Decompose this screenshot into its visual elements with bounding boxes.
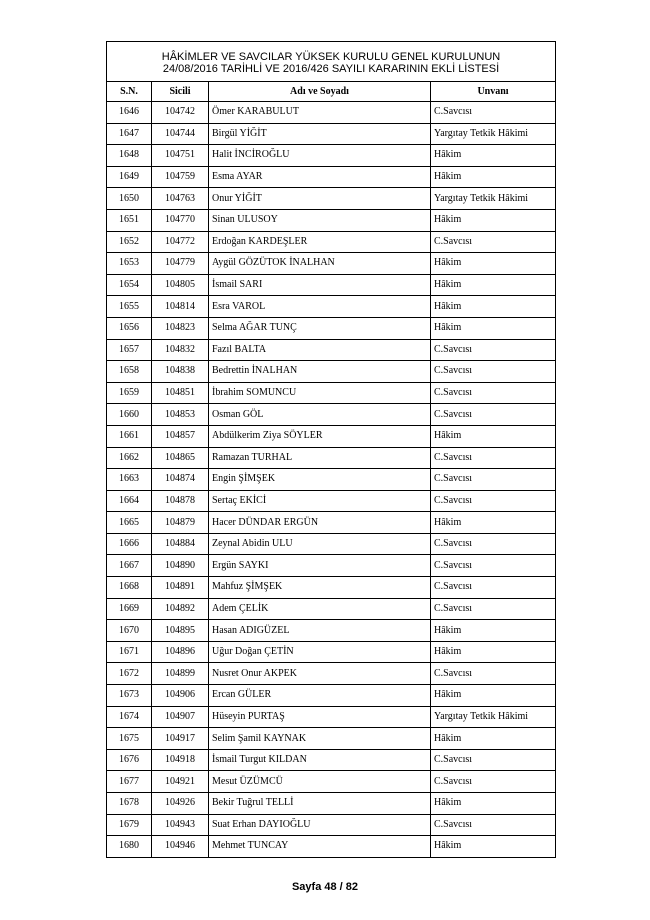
row-sn: 1670: [107, 620, 152, 642]
row-title: C.Savcısı: [431, 555, 556, 577]
row-title: C.Savcısı: [431, 447, 556, 469]
row-sn: 1673: [107, 685, 152, 707]
row-name: Mehmet TUNCAY: [209, 836, 431, 858]
row-title: Yargıtay Tetkik Hâkimi: [431, 188, 556, 210]
row-title: Hâkim: [431, 641, 556, 663]
header-sn: S.N.: [107, 82, 152, 102]
row-sn: 1648: [107, 145, 152, 167]
row-name: Uğur Doğan ÇETİN: [209, 641, 431, 663]
row-sicil: 104759: [152, 166, 209, 188]
header-title: Unvanı: [431, 82, 556, 102]
table-row: [107, 685, 556, 707]
row-name: Osman GÖL: [209, 404, 431, 426]
row-sn: 1668: [107, 577, 152, 599]
row-sicil: 104878: [152, 490, 209, 512]
table-row: [107, 404, 556, 426]
row-sn: 1679: [107, 814, 152, 836]
row-name: Erdoğan KARDEŞLER: [209, 231, 431, 253]
row-name: Ramazan TURHAL: [209, 447, 431, 469]
table-row: [107, 620, 556, 642]
row-name: Suat Erhan DAYIOĞLU: [209, 814, 431, 836]
row-title: C.Savcısı: [431, 533, 556, 555]
personnel-table: [106, 41, 556, 858]
table-row: [107, 209, 556, 231]
table-row: [107, 339, 556, 361]
row-sicil: 104742: [152, 102, 209, 124]
row-title: Hâkim: [431, 166, 556, 188]
row-sn: 1677: [107, 771, 152, 793]
row-sn: 1663: [107, 469, 152, 491]
table-row: [107, 188, 556, 210]
table-row: [107, 577, 556, 599]
row-name: İsmail Turgut KILDAN: [209, 749, 431, 771]
row-sicil: 104865: [152, 447, 209, 469]
row-sn: 1654: [107, 274, 152, 296]
row-sicil: 104770: [152, 209, 209, 231]
row-title: C.Savcısı: [431, 404, 556, 426]
row-sicil: 104832: [152, 339, 209, 361]
row-title: Hâkim: [431, 620, 556, 642]
table-row: [107, 490, 556, 512]
row-sn: 1676: [107, 749, 152, 771]
table-row: [107, 771, 556, 793]
table-body: [107, 102, 556, 858]
row-name: Esra VAROL: [209, 296, 431, 318]
table-row: [107, 706, 556, 728]
row-title: Hâkim: [431, 145, 556, 167]
row-title: Hâkim: [431, 317, 556, 339]
row-title: Hâkim: [431, 425, 556, 447]
row-title: C.Savcısı: [431, 490, 556, 512]
row-sicil: 104946: [152, 836, 209, 858]
row-sicil: 104890: [152, 555, 209, 577]
row-sicil: 104805: [152, 274, 209, 296]
row-name: Ergün SAYKI: [209, 555, 431, 577]
title-row: [107, 42, 556, 82]
row-title: Yargıtay Tetkik Hâkimi: [431, 123, 556, 145]
row-name: Fazıl BALTA: [209, 339, 431, 361]
row-sicil: 104779: [152, 253, 209, 275]
row-title: Hâkim: [431, 836, 556, 858]
header-name: Adı ve Soyadı: [209, 82, 431, 102]
table-row: [107, 533, 556, 555]
row-sicil: 104772: [152, 231, 209, 253]
row-name: Ömer KARABULUT: [209, 102, 431, 124]
row-title: C.Savcısı: [431, 382, 556, 404]
row-sn: 1653: [107, 253, 152, 275]
row-title: C.Savcısı: [431, 663, 556, 685]
title-line-2: 24/08/2016 TARİHLİ VE 2016/426 SAYILI KARARININ EKLİ LİSTESİ: [162, 62, 500, 75]
table-row: [107, 231, 556, 253]
table-row: [107, 382, 556, 404]
row-sn: 1678: [107, 793, 152, 815]
row-title: C.Savcısı: [431, 598, 556, 620]
row-sicil: 104823: [152, 317, 209, 339]
row-sicil: 104906: [152, 685, 209, 707]
row-name: İsmail SARI: [209, 274, 431, 296]
row-name: Bedrettin İNALHAN: [209, 361, 431, 383]
row-sn: 1664: [107, 490, 152, 512]
header-sicil: Sicili: [152, 82, 209, 102]
row-sn: 1659: [107, 382, 152, 404]
row-sicil: 104814: [152, 296, 209, 318]
row-sicil: 104926: [152, 793, 209, 815]
title-line-1: HÂKİMLER VE SAVCILAR YÜKSEK KURULU GENEL KURULUNUN: [161, 50, 501, 63]
row-title: Yargıtay Tetkik Hâkimi: [431, 706, 556, 728]
table-row: [107, 641, 556, 663]
row-sn: 1657: [107, 339, 152, 361]
row-sn: 1652: [107, 231, 152, 253]
row-sicil: 104857: [152, 425, 209, 447]
row-title: C.Savcısı: [431, 231, 556, 253]
row-name: Mesut ÜZÜMCÜ: [209, 771, 431, 793]
row-sicil: 104763: [152, 188, 209, 210]
row-sn: 1662: [107, 447, 152, 469]
row-name: Hüseyin PURTAŞ: [209, 706, 431, 728]
row-title: Hâkim: [431, 685, 556, 707]
row-sn: 1666: [107, 533, 152, 555]
row-sn: 1658: [107, 361, 152, 383]
row-title: Hâkim: [431, 793, 556, 815]
row-name: Sinan ULUSOY: [209, 209, 431, 231]
row-name: Bekir Tuğrul TELLİ: [209, 793, 431, 815]
table-row: [107, 749, 556, 771]
row-name: Halit İNCİROĞLU: [209, 145, 431, 167]
row-sn: 1649: [107, 166, 152, 188]
page-number: Sayfa 48 / 82: [291, 881, 359, 893]
row-name: İbrahim SOMUNCU: [209, 382, 431, 404]
table-row: [107, 512, 556, 534]
table-row: [107, 814, 556, 836]
row-sicil: 104879: [152, 512, 209, 534]
row-sn: 1672: [107, 663, 152, 685]
row-name: Abdülkerim Ziya SÖYLER: [209, 425, 431, 447]
row-title: Hâkim: [431, 253, 556, 275]
row-title: C.Savcısı: [431, 361, 556, 383]
row-sicil: 104838: [152, 361, 209, 383]
row-title: C.Savcısı: [431, 339, 556, 361]
row-sicil: 104896: [152, 641, 209, 663]
row-sicil: 104892: [152, 598, 209, 620]
row-sicil: 104917: [152, 728, 209, 750]
table-row: [107, 123, 556, 145]
row-title: C.Savcısı: [431, 102, 556, 124]
table-row: [107, 447, 556, 469]
table-row: [107, 102, 556, 124]
row-name: Selma AĞAR TUNÇ: [209, 317, 431, 339]
row-sn: 1660: [107, 404, 152, 426]
row-sicil: 104899: [152, 663, 209, 685]
row-sicil: 104918: [152, 749, 209, 771]
table-row: [107, 663, 556, 685]
row-name: Sertaç EKİCİ: [209, 490, 431, 512]
row-title: C.Savcısı: [431, 814, 556, 836]
row-sn: 1656: [107, 317, 152, 339]
row-sn: 1667: [107, 555, 152, 577]
row-name: Mahfuz ŞİMŞEK: [209, 577, 431, 599]
table-row: [107, 253, 556, 275]
row-name: Nusret Onur AKPEK: [209, 663, 431, 685]
row-title: Hâkim: [431, 512, 556, 534]
row-sn: 1680: [107, 836, 152, 858]
row-name: Hacer DÜNDAR ERGÜN: [209, 512, 431, 534]
row-sicil: 104884: [152, 533, 209, 555]
table-row: [107, 145, 556, 167]
row-name: Birgül YİĞİT: [209, 123, 431, 145]
row-sn: 1674: [107, 706, 152, 728]
row-sicil: 104891: [152, 577, 209, 599]
table-row: [107, 793, 556, 815]
row-sn: 1655: [107, 296, 152, 318]
row-name: Zeynal Abidin ULU: [209, 533, 431, 555]
row-sn: 1646: [107, 102, 152, 124]
table-row: [107, 598, 556, 620]
row-sicil: 104943: [152, 814, 209, 836]
row-sn: 1665: [107, 512, 152, 534]
table-row: [107, 469, 556, 491]
row-sicil: 104853: [152, 404, 209, 426]
row-sicil: 104874: [152, 469, 209, 491]
row-sicil: 104851: [152, 382, 209, 404]
row-sicil: 104921: [152, 771, 209, 793]
row-name: Engin ŞİMŞEK: [209, 469, 431, 491]
row-sn: 1651: [107, 209, 152, 231]
row-name: Selim Şamil KAYNAK: [209, 728, 431, 750]
row-title: C.Savcısı: [431, 577, 556, 599]
row-sn: 1669: [107, 598, 152, 620]
row-name: Esma AYAR: [209, 166, 431, 188]
row-sicil: 104907: [152, 706, 209, 728]
table-row: [107, 296, 556, 318]
row-name: Onur YİĞİT: [209, 188, 431, 210]
header-row: [107, 82, 556, 102]
table-row: [107, 361, 556, 383]
row-sn: 1650: [107, 188, 152, 210]
row-name: Aygül GÖZÜTOK İNALHAN: [209, 253, 431, 275]
row-sn: 1671: [107, 641, 152, 663]
row-sn: 1675: [107, 728, 152, 750]
row-name: Adem ÇELİK: [209, 598, 431, 620]
table-row: [107, 166, 556, 188]
table-row: [107, 728, 556, 750]
table-row: [107, 317, 556, 339]
table-row: [107, 274, 556, 296]
row-title: C.Savcısı: [431, 469, 556, 491]
table-row: [107, 555, 556, 577]
row-sn: 1661: [107, 425, 152, 447]
row-sicil: 104895: [152, 620, 209, 642]
row-title: Hâkim: [431, 209, 556, 231]
row-sicil: 104744: [152, 123, 209, 145]
row-title: C.Savcısı: [431, 771, 556, 793]
row-title: C.Savcısı: [431, 749, 556, 771]
row-name: Hasan ADIGÜZEL: [209, 620, 431, 642]
row-sicil: 104751: [152, 145, 209, 167]
table-title: [107, 42, 556, 82]
table-row: [107, 836, 556, 858]
row-name: Ercan GÜLER: [209, 685, 431, 707]
table-row: [107, 425, 556, 447]
row-sn: 1647: [107, 123, 152, 145]
row-title: Hâkim: [431, 728, 556, 750]
row-title: Hâkim: [431, 296, 556, 318]
row-title: Hâkim: [431, 274, 556, 296]
